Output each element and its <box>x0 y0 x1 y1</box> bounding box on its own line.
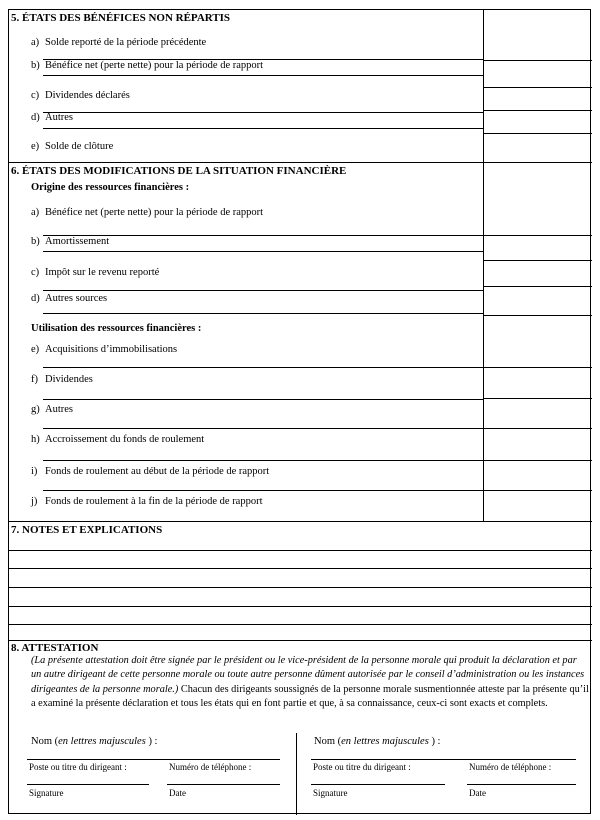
s5-amount-line-2 <box>483 87 592 88</box>
s6-item-j: j) Fonds de roulement à la fin de la période de rapport <box>31 496 263 507</box>
attestation-text <box>31 654 589 712</box>
s6-line-h <box>43 460 483 461</box>
attestation-body: Chacun des dirigeants soussignés de la personne morale susmentionnée atteste par la présente qu’il a examiné la présente déclaration et tous les états qui en font partie et que, à sa connaissance, ceux-ci sont exacts et complets. <box>31 683 589 710</box>
s5-line-d <box>43 128 483 129</box>
notes-line-5[interactable] <box>9 624 592 625</box>
s6-amount-line-9 <box>483 490 592 491</box>
attestation-italic-note: (La présente attestation doit être signée par le président ou le vice-président de la personne morale qui produit la déclaration et par un autre dirigeant de cette personne morale ou toute autre personne dûment autorisée par le conseil d’administration ou les instances dirigeantes de la personne morale.) <box>31 655 585 695</box>
s5-line-b <box>43 75 483 76</box>
use-subtitle: Utilisation des ressources financières : <box>31 323 202 334</box>
right-title-field[interactable] <box>311 784 445 785</box>
section-6-bottom-border <box>9 521 592 522</box>
s6-line-c <box>43 290 483 291</box>
s6-amount-line-1 <box>483 235 592 236</box>
s6-item-c: c) Impôt sur le revenu reporté <box>31 267 160 278</box>
s6-line-i <box>43 490 483 491</box>
s6-amount-line-7 <box>483 428 592 429</box>
s6-amount-line-3 <box>483 286 592 287</box>
left-name-label: Nom (en lettres majuscules ) : <box>31 736 158 747</box>
s5-amount-line-4 <box>483 133 592 134</box>
section-8-title: 8. ATTESTATION <box>11 642 99 654</box>
s6-item-d: d) Autres sources <box>31 293 108 304</box>
s6-item-f: f) Dividendes <box>31 374 93 385</box>
s5-item-a: a) Solde reporté de la période précédente <box>31 37 207 48</box>
s6-item-i: i) Fonds de roulement au début de la période de rapport <box>31 466 270 477</box>
notes-line-4[interactable] <box>9 606 592 607</box>
right-date-label: Date <box>469 788 486 798</box>
left-phone-label: Numéro de téléphone : <box>169 762 252 772</box>
right-name-label: Nom (en lettres majuscules ) : <box>314 736 441 747</box>
s6-amount-line-4 <box>483 315 592 316</box>
s6-item-e: e) Acquisitions d’immobilisations <box>31 344 178 355</box>
s6-line-g <box>43 428 483 429</box>
left-name-field[interactable] <box>27 759 280 760</box>
s6-amount-line-8 <box>483 460 592 461</box>
left-title-label: Poste ou titre du dirigeant : <box>29 762 127 772</box>
s5-item-c: c) Dividendes déclarés <box>31 90 130 101</box>
section-5-bottom-border <box>9 162 592 163</box>
right-name-field[interactable] <box>311 759 576 760</box>
s6-item-h: h) Accroissement du fonds de roulement <box>31 434 205 445</box>
left-date-label: Date <box>169 788 186 798</box>
s5-item-d: d) Autres <box>31 112 73 123</box>
right-phone-label: Numéro de téléphone : <box>469 762 552 772</box>
signature-block-divider <box>296 733 297 815</box>
s6-line-d <box>43 313 483 314</box>
s6-amount-line-5 <box>483 367 592 368</box>
left-signature-label: Signature <box>29 788 64 798</box>
section-6-title: 6. ÉTATS DES MODIFICATIONS DE LA SITUATION FINANCIÈRE <box>11 165 347 177</box>
section-5-title: 5. ÉTATS DES BÉNÉFICES NON RÉPARTIS <box>11 12 231 24</box>
right-phone-field[interactable] <box>467 784 576 785</box>
right-signature-label: Signature <box>313 788 348 798</box>
left-phone-field[interactable] <box>167 784 280 785</box>
section-7-bottom-border <box>9 640 592 641</box>
s6-item-a: a) Bénéfice net (perte nette) pour la période de rapport <box>31 207 264 218</box>
s5-item-e: e) Solde de clôture <box>31 141 114 152</box>
section-7-title: 7. NOTES ET EXPLICATIONS <box>11 524 163 536</box>
right-title-label: Poste ou titre du dirigeant : <box>313 762 411 772</box>
notes-line-2[interactable] <box>9 568 592 569</box>
financial-statement-form <box>8 9 591 814</box>
notes-line-1[interactable] <box>9 550 592 551</box>
s6-line-f <box>43 399 483 400</box>
s5-item-b: b) Bénéfice net (perte nette) pour la période de rapport <box>31 60 264 71</box>
notes-line-3[interactable] <box>9 587 592 588</box>
s6-amount-line-6 <box>483 398 592 399</box>
s5-amount-line-1 <box>483 60 592 61</box>
s5-line-c <box>43 112 483 113</box>
s6-line-e <box>43 367 483 368</box>
s5-amount-line-3 <box>483 110 592 111</box>
s6-item-g: g) Autres <box>31 404 73 415</box>
origin-subtitle: Origine des ressources financières : <box>31 182 190 193</box>
s6-amount-line-2 <box>483 260 592 261</box>
left-title-field[interactable] <box>27 784 149 785</box>
s6-item-b: b) Amortissement <box>31 236 110 247</box>
s6-line-b <box>43 251 483 252</box>
